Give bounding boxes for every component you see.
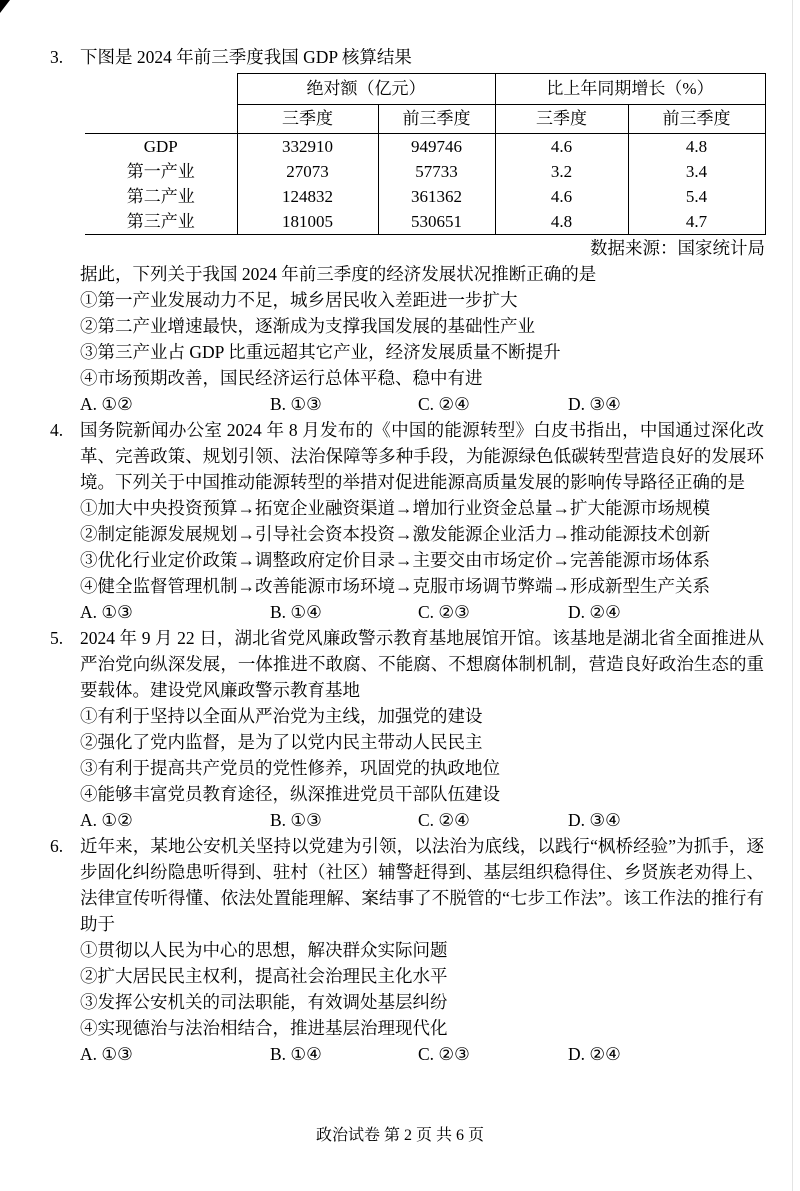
choice-d: D. ②④ <box>568 602 621 622</box>
statement-1: ①加大中央投资预算→拓宽企业融资渠道→增加行业资金总量→扩大能源市场规模 <box>80 498 710 518</box>
choice-a: A. ①③ <box>80 602 133 622</box>
question-3-number: 3. <box>50 47 64 67</box>
table-row-tertiary-industry <box>85 209 765 235</box>
statement-4: ④能够丰富党员教育途径，纵深推进党员干部队伍建设 <box>80 784 500 804</box>
cell-value: 949746 <box>378 134 495 160</box>
choice-b: B. ①④ <box>270 1044 322 1064</box>
table-data-source: 数据来源：国家统计局 <box>590 238 765 258</box>
table-subheader: 三季度 <box>495 105 628 134</box>
statement-4: ④实现德治与法治相结合，推进基层治理现代化 <box>80 1018 448 1038</box>
choice-c: C. ②③ <box>418 1044 470 1064</box>
table-group-header-absolute: 绝对额（亿元） <box>237 74 495 105</box>
table-group-header-row <box>85 74 765 105</box>
cell-value: 181005 <box>237 209 378 235</box>
cell-value: 4.8 <box>495 209 628 235</box>
choice-a: A. ①② <box>80 810 133 830</box>
cell-value: 3.2 <box>495 159 628 184</box>
row-label: GDP <box>85 134 237 160</box>
cell-value: 4.8 <box>628 134 765 160</box>
question-5-number: 5. <box>50 628 64 648</box>
statement-4: ④健全监督管理机制→改善能源市场环境→克服市场调节弊端→形成新型生产关系 <box>80 576 710 596</box>
question-6-stem: 近年来，某地公安机关坚持以党建为引领，以法治为底线，以践行“枫桥经验”为抓手，逐步固化纠纷隐患听得到、驻村（社区）辅警赶得到、基层组织稳得住、乡贤族老劝得上、法律宣传听得懂、依法处置能理解、案结事了不脱管的“七步工作法”。该工作法的推行有助于 <box>80 836 764 934</box>
question-5-stem: 2024 年 9 月 22 日，湖北省党风廉政警示教育基地展馆开馆。该基地是湖北省全面推进从严治党向纵深发展，一体推进不敢腐、不能腐、不想腐体制机制，营造良好政治生态的重要载体。建设党风廉政警示教育基地 <box>80 628 764 700</box>
answer-choices <box>80 1041 764 1067</box>
answer-choices <box>80 807 764 833</box>
choice-c: C. ②④ <box>418 810 470 830</box>
cell-value: 4.6 <box>495 184 628 209</box>
cell-value: 332910 <box>237 134 378 160</box>
question-4-stem: 国务院新闻办公室 2024 年 8 月发布的《中国的能源转型》白皮书指出，中国通过深化改革、完善政策、规划引领、法治保障等多种手段，为能源绿色低碳转型营造良好的发展环境。下列关于中国推动能源转型的举措对促进能源高质量发展的影响传导路径正确的是 <box>80 420 764 492</box>
cell-value: 361362 <box>378 184 495 209</box>
cell-value: 124832 <box>237 184 378 209</box>
page-footer: 政治试卷 第 2 页 共 6 页 <box>315 1127 484 1144</box>
choice-a: A. ①③ <box>80 1044 133 1064</box>
table-row-primary-industry <box>85 159 765 184</box>
cell-value: 3.4 <box>628 159 765 184</box>
choice-d: D. ③④ <box>568 810 621 830</box>
statement-3: ③发挥公安机关的司法职能，有效调处基层纠纷 <box>80 992 448 1012</box>
statement-3: ③有利于提高共产党员的党性修养，巩固党的执政地位 <box>80 758 500 778</box>
table-subheader: 前三季度 <box>628 105 765 134</box>
cell-value: 4.6 <box>495 134 628 160</box>
choice-a: A. ①② <box>80 394 133 414</box>
choice-d: D. ②④ <box>568 1044 621 1064</box>
table-row-gdp <box>85 134 765 160</box>
statement-2: ②强化了党内监督，是为了以党内民主带动人民民主 <box>80 732 483 752</box>
choice-c: C. ②④ <box>418 394 470 414</box>
choice-c: C. ②③ <box>418 602 470 622</box>
question-6 <box>45 833 764 1067</box>
cell-value: 27073 <box>237 159 378 184</box>
answer-choices <box>80 391 764 417</box>
statement-4: ④市场预期改善，国民经济运行总体平稳、稳中有进 <box>80 368 483 388</box>
statement-3: ③优化行业定价政策→调整政府定价目录→主要交由市场定价→完善能源市场体系 <box>80 550 710 570</box>
question-3-stem: 下图是 2024 年前三季度我国 GDP 核算结果 <box>80 47 412 67</box>
cell-value: 530651 <box>378 209 495 235</box>
question-4-number: 4. <box>50 420 64 440</box>
table-subheader: 三季度 <box>237 105 378 134</box>
choice-d: D. ③④ <box>568 394 621 414</box>
statement-1: ①第一产业发展动力不足，城乡居民收入差距进一步扩大 <box>80 290 518 310</box>
row-label: 第三产业 <box>85 209 237 235</box>
statement-1: ①有利于坚持以全面从严治党为主线，加强党的建设 <box>80 706 483 726</box>
scan-artifact-edge <box>792 0 793 1191</box>
question-6-number: 6. <box>50 836 64 856</box>
statement-3: ③第三产业占 GDP 比重远超其它产业，经济发展质量不断提升 <box>80 342 561 362</box>
statement-2: ②扩大居民民主权利，提高社会治理民主化水平 <box>80 966 448 986</box>
question-4 <box>45 417 764 625</box>
table-group-header-growth: 比上年同期增长（%） <box>495 74 765 105</box>
cell-value: 57733 <box>378 159 495 184</box>
choice-b: B. ①③ <box>270 810 322 830</box>
gdp-table <box>85 73 766 235</box>
statement-2: ②第二产业增速最快，逐渐成为支撑我国发展的基础性产业 <box>80 316 535 336</box>
cell-value: 5.4 <box>628 184 765 209</box>
question-3-prompt: 据此，下列关于我国 2024 年前三季度的经济发展状况推断正确的是 <box>80 264 597 284</box>
statement-2: ②制定能源发展规划→引导社会资本投资→激发能源企业活力→推动能源技术创新 <box>80 524 710 544</box>
answer-choices <box>80 599 764 625</box>
cell-value: 4.7 <box>628 209 765 235</box>
choice-b: B. ①④ <box>270 602 322 622</box>
statement-1: ①贯彻以人民为中心的思想，解决群众实际问题 <box>80 940 448 960</box>
scan-artifact-corner <box>0 0 10 13</box>
table-row-secondary-industry <box>85 184 765 209</box>
row-label: 第二产业 <box>85 184 237 209</box>
row-label: 第一产业 <box>85 159 237 184</box>
question-5 <box>45 625 764 833</box>
choice-b: B. ①③ <box>270 394 322 414</box>
question-3 <box>45 44 764 417</box>
table-corner-cell <box>85 74 237 134</box>
table-subheader: 前三季度 <box>378 105 495 134</box>
